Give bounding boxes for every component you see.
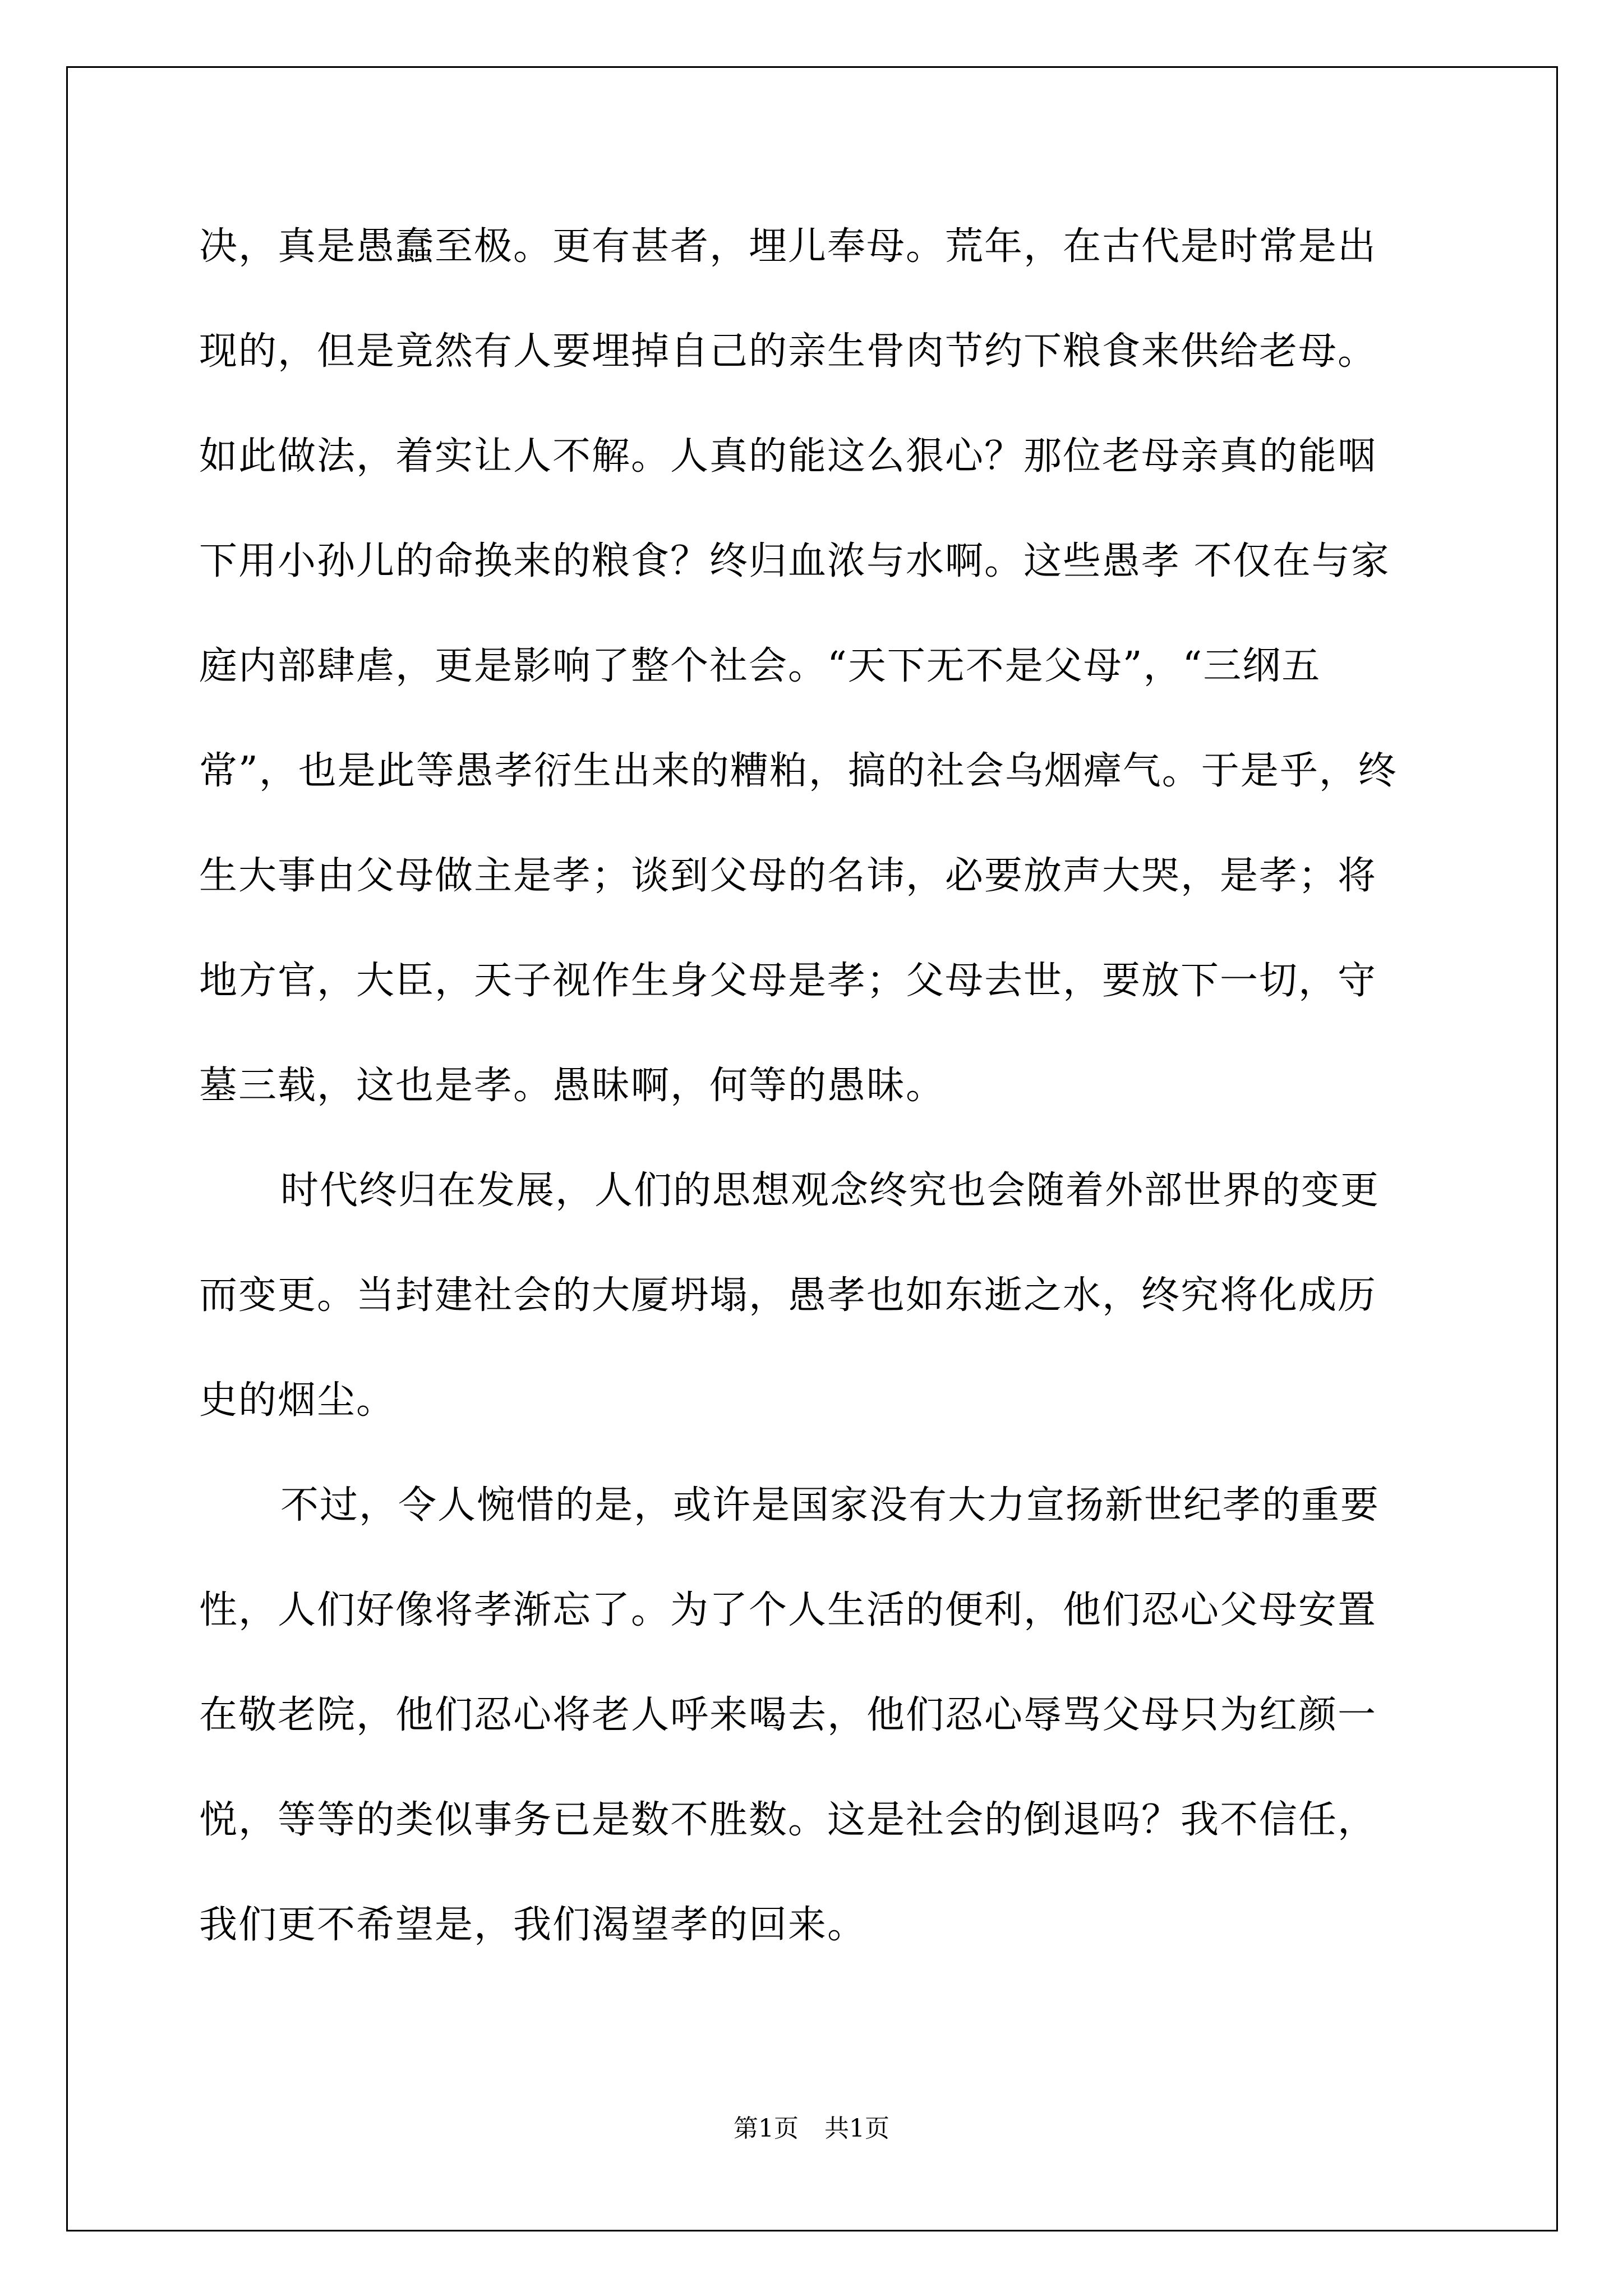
paragraph-line: 而变更。当封建社会的大厦坍塌，愚孝也如东逝之水，终究将化成历	[199, 1273, 1377, 1318]
page-footer	[0, 2112, 1623, 2146]
paragraph-line: 墓三载，这也是孝。愚昧啊，何等的愚昧。	[199, 1064, 946, 1108]
paragraph-line: 性，人们好像将孝渐忘了。为了个人生活的便利，他们忍心父母安置	[199, 1588, 1377, 1632]
paragraph-line: 在敬老院，他们忍心将老人呼来喝去，他们忍心辱骂父母只为红颜一	[199, 1693, 1377, 1737]
paragraph-line: 时代终归在发展，人们的思想观念终究也会随着外部世界的变更	[280, 1168, 1380, 1213]
paragraph-line: 我们更不希望是，我们渴望孝的回来。	[199, 1903, 867, 1947]
paragraph-line: 庭内部肆虐，更是影响了整个社会。“天下无不是父母”，“三纲五	[199, 644, 1321, 688]
page-number-total: 共1页	[824, 2114, 889, 2143]
paragraph-line: 史的烟尘。	[199, 1378, 396, 1423]
paragraph-line: 地方官，大臣，天子视作生身父母是孝；父母去世，要放下一切，守	[199, 959, 1377, 1003]
page-number-current: 第1页	[734, 2114, 799, 2143]
paragraph-line: 下用小孙儿的命换来的粮食？终归血浓与水啊。这些愚孝 不仅在与家	[199, 539, 1390, 583]
paragraph-line: 悦，等等的类似事务已是数不胜数。这是社会的倒退吗？我不信任，	[199, 1798, 1377, 1842]
paragraph-line: 不过，令人惋惜的是，或许是国家没有大力宣扬新世纪孝的重要	[280, 1483, 1380, 1527]
paragraph-line: 常”，也是此等愚孝衍生出来的糟粕，搞的社会乌烟瘴气。于是乎，终	[199, 749, 1398, 793]
document-body	[199, 213, 1427, 1996]
paragraph-line: 如此做法，着实让人不解。人真的能这么狠心？那位老母亲真的能咽	[199, 434, 1377, 478]
paragraph-line: 决，真是愚蠢至极。更有甚者，埋儿奉母。荒年，在古代是时常是出	[199, 224, 1377, 269]
paragraph-line: 现的，但是竟然有人要埋掉自己的亲生骨肉节约下粮食来供给老母。	[199, 329, 1377, 374]
paragraph-line: 生大事由父母做主是孝；谈到父母的名讳，必要放声大哭，是孝；将	[199, 854, 1377, 898]
